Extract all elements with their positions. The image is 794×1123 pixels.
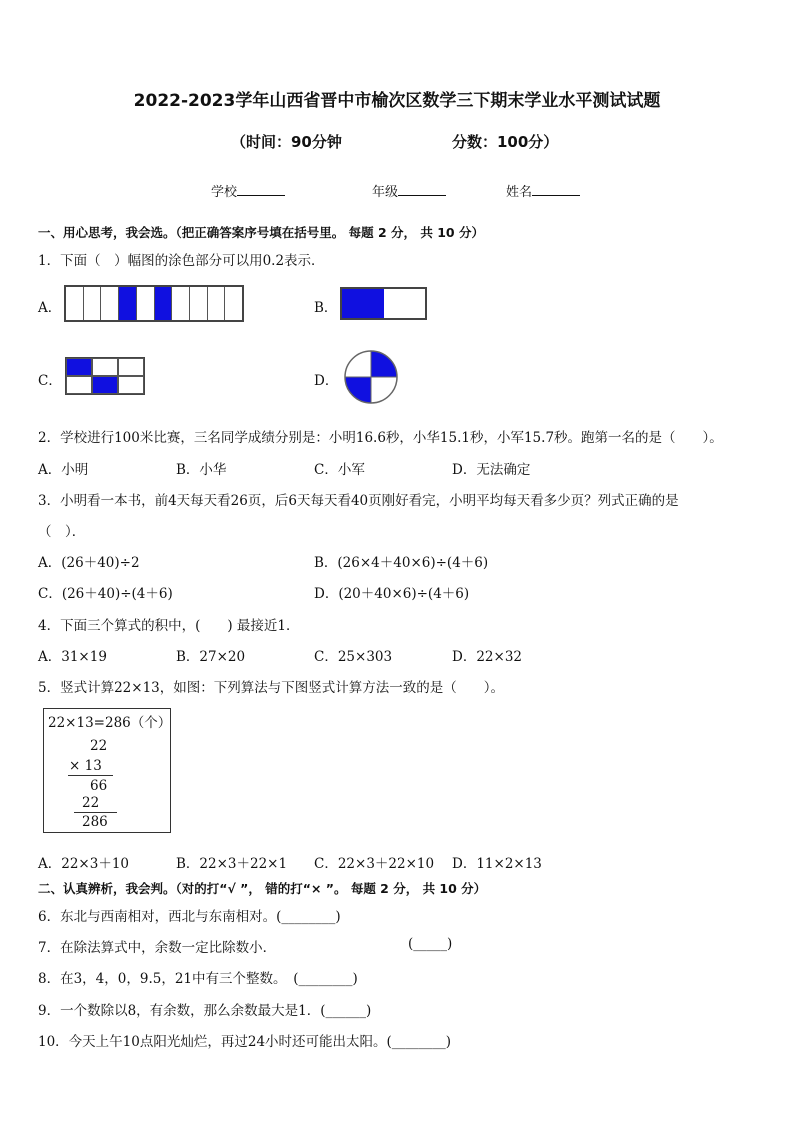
q4-option-b: B．27×20 — [176, 649, 246, 665]
school-field — [211, 181, 285, 200]
calc-partial-1: 66 — [90, 778, 108, 794]
name-field — [506, 181, 580, 200]
calc-underline — [68, 775, 113, 776]
question-5: 5．竖式计算22×13，如图：下列算法与下图竖式计算方法一致的是（ ）。 — [38, 680, 505, 696]
question-3: 3．小明看一本书，前4天每天看26页，后6天每天看40页刚好看完，小明平均每天看多少页？列式正确的是 — [38, 493, 679, 509]
strip-cell — [172, 287, 190, 320]
grid-cell-shaded — [92, 376, 118, 394]
vertical-calculation-box — [43, 708, 171, 833]
grid-cell — [118, 376, 144, 394]
strip-cell-shaded — [155, 287, 173, 320]
q2-option-d: D．无法确定 — [452, 462, 531, 478]
q3-option-c: C．(26＋40)÷(4＋6) — [38, 586, 173, 602]
strip-cell — [190, 287, 208, 320]
q5-option-b: B．22×3＋22×1 — [176, 856, 288, 872]
strip-cell — [84, 287, 102, 320]
calc-heading: 22×13=286（个） — [48, 715, 172, 731]
q1-label-b: B． — [314, 300, 338, 316]
strip-cell — [66, 287, 84, 320]
calc-underline — [74, 812, 117, 813]
question-7: 7．在除法算式中，余数一定比除数小． — [38, 940, 277, 956]
q2-option-a: A．小明 — [38, 462, 89, 478]
q4-option-c: C．25×303 — [314, 649, 393, 665]
q4-option-a: A．31×19 — [38, 649, 107, 665]
grade-label: 年级 — [372, 185, 399, 200]
question-9: 9．一个数除以8，有余数，那么余数最大是1．(______) — [38, 1003, 372, 1019]
grade-blank — [398, 183, 446, 196]
q1-label-c: C． — [38, 373, 62, 389]
bar-half-shaded — [342, 289, 384, 318]
q5-option-a: A．22×3＋10 — [38, 856, 130, 872]
question-3-cont: （ ）． — [38, 524, 86, 540]
page-title: 2022-2023学年山西省晋中市榆次区数学三下期末学业水平测试试题 — [133, 91, 661, 111]
question-4: 4．下面三个算式的积中，( ) 最接近1． — [38, 618, 300, 634]
calc-partial-2: 22 — [82, 795, 100, 811]
calc-multiplicand: 22 — [90, 738, 108, 754]
q1-label-d: D． — [314, 373, 339, 389]
strip-cell — [101, 287, 119, 320]
question-7-blank: (_____) — [408, 936, 453, 952]
figure-a-strip — [64, 285, 244, 322]
grid-cell — [66, 376, 92, 394]
section-1-heading: 一、用心思考，我会选。（把正确答案序号填在括号里。 每题 2 分， 共 10 分） — [38, 225, 484, 240]
calc-result: 286 — [82, 814, 108, 830]
strip-cell — [225, 287, 242, 320]
score-label: 分数：100分） — [452, 133, 559, 151]
name-blank — [532, 183, 580, 196]
school-blank — [237, 183, 285, 196]
q4-option-d: D．22×32 — [452, 649, 522, 665]
grid-cell — [92, 358, 118, 376]
figure-d-circle — [344, 348, 398, 406]
figure-c-grid — [65, 357, 145, 395]
grade-field — [372, 181, 446, 200]
strip-cell — [137, 287, 155, 320]
question-8: 8．在3，4，0，9.5，21中有三个整数。 (________) — [38, 971, 358, 987]
section-2-heading: 二、认真辨析，我会判。（对的打“√ ”， 错的打“× ”。 每题 2 分， 共 10 分） — [38, 881, 487, 896]
q3-option-b: B．(26×4＋40×6)÷(4＋6) — [314, 555, 489, 571]
strip-cell — [208, 287, 226, 320]
school-label: 学校 — [211, 185, 238, 200]
q3-option-d: D．(20＋40×6)÷(4＋6) — [314, 586, 470, 602]
q5-option-d: D．11×2×13 — [452, 856, 542, 872]
figure-b-bar — [340, 287, 427, 320]
strip-cell-shaded — [119, 287, 137, 320]
q3-option-a: A．(26＋40)÷2 — [38, 555, 140, 571]
grid-cell — [118, 358, 144, 376]
grid-cell-shaded — [66, 358, 92, 376]
bar-half — [384, 289, 426, 318]
q2-option-c: C．小军 — [314, 462, 365, 478]
question-1: 1．下面（ ）幅图的涂色部分可以用0.2表示． — [38, 253, 325, 269]
name-label: 姓名 — [506, 185, 533, 200]
calc-multiplier: × 13 — [69, 758, 102, 774]
question-6: 6．东北与西南相对，西北与东南相对。(________) — [38, 909, 341, 925]
question-2: 2．学校进行100米比赛，三名同学成绩分别是：小明16.6秒，小华15.1秒，小军15.7秒。跑第一名的是（ ）。 — [38, 430, 723, 446]
q1-label-a: A． — [38, 300, 62, 316]
q5-option-c: C．22×3＋22×10 — [314, 856, 435, 872]
q2-option-b: B．小华 — [176, 462, 227, 478]
time-label: （时间：90分钟 — [231, 133, 342, 151]
question-10: 10．今天上午10点阳光灿烂，再过24小时还可能出太阳。(________) — [38, 1034, 452, 1050]
